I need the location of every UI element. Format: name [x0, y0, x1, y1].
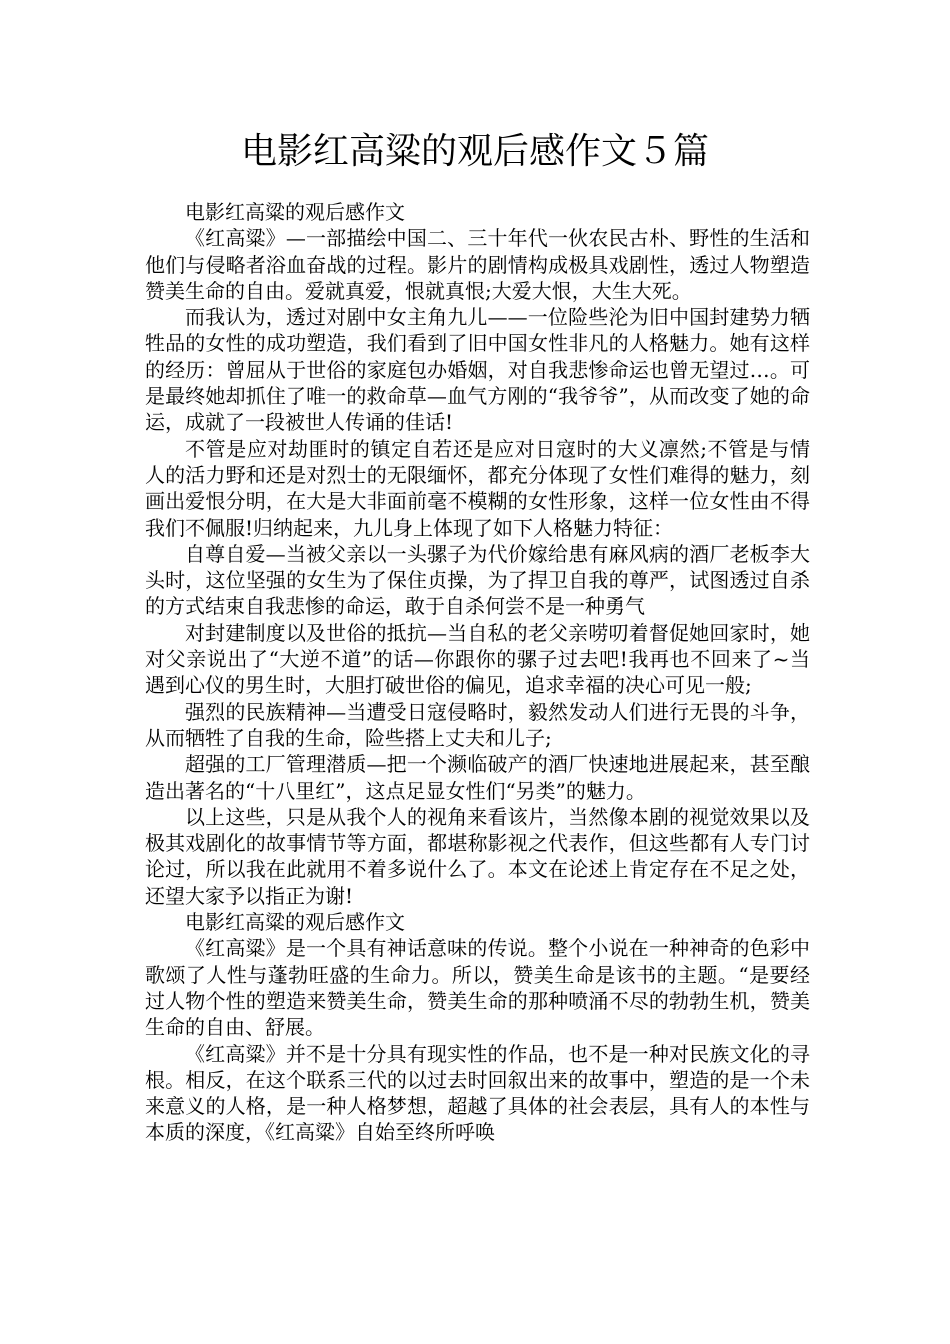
paragraph: 不管是应对劫匪时的镇定自若还是应对日寇时的大义凛然;不管是与情人的活力野和还是对烈士的无限缅怀，都充分体现了女性们难得的魅力，刻画出爱恨分明，在大是大非面前毫不模糊的女性形象，这样一位女性由不得我们不佩服!归纳起来，九儿身上体现了如下人格魅力特征：	[145, 436, 810, 540]
document-body	[145, 199, 810, 1146]
paragraph: 自尊自爱—当被父亲以一头骡子为代价嫁给患有麻风病的酒厂老板李大头时，这位坚强的女生为了保住贞操，为了捍卫自我的尊严，试图透过自杀的方式结束自我悲惨的命运，敢于自杀何尝不是一种勇气	[145, 541, 810, 619]
document-title: 电影红高粱的观后感作文５篇	[240, 131, 709, 172]
paragraph: 以上这些，只是从我个人的视角来看该片，当然像本剧的视觉效果以及极其戏剧化的故事情节等方面，都堪称影视之代表作，但这些都有人专门讨论过，所以我在此就用不着多说什么了。本文在论述上肯定存在不足之处，还望大家予以指正为谢!	[145, 804, 810, 908]
paragraph: 超强的工厂管理潜质—把一个濒临破产的酒厂快速地进展起来，甚至酿造出著名的“十八里红”，这点足显女性们“另类”的魅力。	[145, 752, 810, 803]
paragraph: 强烈的民族精神—当遭受日寇侵略时，毅然发动人们进行无畏的斗争，从而牺牲了自我的生命，险些搭上丈夫和儿子;	[145, 699, 810, 750]
paragraph: 而我认为，透过对剧中女主角九儿——一位险些沦为旧中国封建势力牺牲品的女性的成功塑造，我们看到了旧中国女性非凡的人格魅力。她有这样的经历：曾屈从于世俗的家庭包办婚姻，对自我悲惨命运也曾无望过…。可是最终她却抓住了唯一的救命草—血气方刚的“我爷爷”，从而改变了她的命运，成就了一段被世人传诵的佳话!	[145, 305, 810, 435]
section-heading: 电影红高粱的观后感作文	[185, 910, 405, 935]
paragraph: 《红高粱》并不是十分具有现实性的作品，也不是一种对民族文化的寻根。相反，在这个联系三代的以过去时回叙出来的故事中，塑造的是一个未来意义的人格，是一种人格梦想，超越了具体的社会表层，具有人的本性与本质的深度，《红高粱》自始至终所呼唤	[145, 1041, 810, 1145]
paragraph: 《红高粱》—一部描绘中国二、三十年代一伙农民古朴、野性的生活和他们与侵略者浴血奋战的过程。影片的剧情构成极具戏剧性，透过人物塑造赞美生命的自由。爱就真爱，恨就真恨;大爱大恨，大生大死。	[145, 226, 810, 303]
paragraph: 对封建制度以及世俗的抵抗—当自私的老父亲唠叨着督促她回家时，她对父亲说出了“大逆不道”的话—你跟你的骡子过去吧!我再也不回来了~当遇到心仪的男生时，大胆打破世俗的偏见，追求幸福的决心可见一般;	[145, 620, 810, 698]
section-heading: 电影红高粱的观后感作文	[185, 200, 405, 224]
paragraph: 《红高粱》是一个具有神话意味的传说。整个小说在一种神奇的色彩中歌颂了人性与蓬勃旺盛的生命力。所以，赞美生命是该书的主题。“是要经过人物个性的塑造来赞美生命，赞美生命的那种喷涌不尽的勃勃生机，赞美生命的自由、舒展。	[145, 936, 810, 1040]
